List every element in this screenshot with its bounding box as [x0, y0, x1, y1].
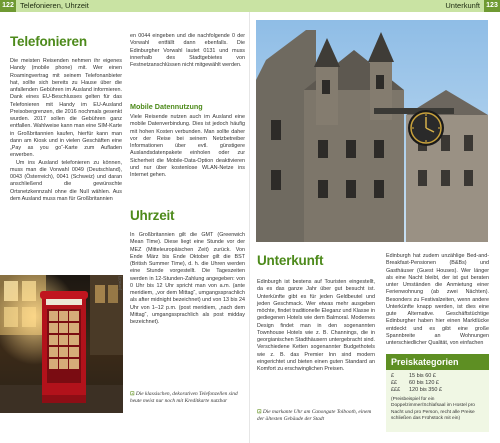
mobile-body: Viele Reisende nutzen auch im Ausland eine mobile Datenverbindung. Dies ist jedoch häufig mit hohen Kosten verbunden. Man sollte daher vor der Reise bei seinem Netzbetreiber Informationen über evtl. günstigere Auslandsdatenpakete einholen oder zur Sicherheit die Mobile-Data-Option deaktivieren und nur über kostenlose WLAN-Netze ins Internet gehen. [130, 114, 245, 178]
heading-telefonieren: Telefonieren [10, 34, 87, 49]
page-number-left: 122 [0, 0, 16, 12]
phone-booth-photo [0, 275, 123, 413]
telefon-paragraph-2: Um ins Ausland telefonieren zu können, muss man die Vorwahl 0049 (Deutschland), 0043 (Österreich), 0041 (Schweiz) und daran anschließend die gewünschte Ortsnetzkennzahl ohne die Null wählen. Aus dem Ausland muss man für Großbritannien [10, 159, 122, 202]
heading-unterkunft: Unterkunft [257, 253, 324, 268]
price-row: £££ 120 bis 350 £ [391, 387, 443, 393]
caption-left [130, 391, 245, 405]
photo-credit-left: [cms07] [117, 275, 122, 290]
running-title-left: Telefonieren, Uhrzeit [20, 1, 89, 10]
telefon-body [10, 58, 122, 203]
running-title-right: Unterkunft [445, 1, 480, 10]
caption-right-text: Die markante Uhr am Canongate Tolbooth, einem der ältesten Gebäude der Stadt [257, 409, 372, 422]
canongate-tolbooth-photo [256, 20, 488, 242]
price-categories-box [386, 354, 489, 432]
photo-ref-icon: ⊡ [130, 391, 135, 397]
page-gutter [249, 12, 250, 443]
uhrzeit-body: In Großbritannien gilt die GMT (Greenwich Mean Time). Diese liegt eine Stunde vor der MEZ (Mitteleuropäischen Zeit) zurück. Von Ende März bis Ende Oktober gilt die BST (British Summer Time), d. h. die Uhren werden eine Stunde vorgestellt. Die Tageszeiten werden in 12-Stunden-Zahlung angegeben: von 0 Uhr bis 12 Uhr spricht man von a.m. (ante meridiem, „vor dem Mittag“, umgangssprachlich als after midnight bezeichnet) und von 13 bis 24 Uhr von 1–12 p.m. (post meridiem, „nach dem Mittag“, umgangssprachlich als post midday bezeichnet). [130, 232, 245, 325]
caption-right [257, 409, 375, 423]
heading-uhrzeit: Uhrzeit [130, 208, 175, 223]
unterkunft-body: Edinburgh ist bestens auf Touristen eingestellt, da es das ganze Jahr über gut besucht ist. Unterkünfte gibt es für jeden Geldbeutel und jeden Geschmack. Wer etwas mehr ausgeben möchte, findet traditionelle Eleganz und Klasse in gediegenen Hotels wie dem Balmoral. Modernes Design findet man in den sogenannten Townhouse Hotels wie z. B. Channings, die in georgianischen Stadthäusern untergebracht sind. Verschiedene Ketten sogenannter Budgethotels wie z. B. das Premier Inn sind modern eingerichtet und bieten einen guten Standard an Komfort zu erschwinglichen Preisen. [257, 279, 375, 372]
unterkunft-continued: Edinburgh hat zudem unzählige Bed-and-Breakfast-Pensionen (B&Bs) und Gasthäuser (Guest Houses). Wer länger als eine Nacht bleibt, der ist gut beraten unter Umständen die Anmietung einer Ferienwohnung (ab zwei Nächten). Besonders zu Festivalzeiten, wenn andere Unterkünfte knapp werden, ist dies eine gute Alternative. Geschäftstüchtige Edinburgher haben hier einen Marktlücke entdeckt und es gibt eine große Spannbreite an Wohnungen unterschiedlicher Qualität, von einfachen [386, 253, 489, 346]
price-categories-title: Preiskategorien [386, 354, 489, 370]
telefon-paragraph-1: Die meisten Reisenden nehmen ihr eigenes Handy (mobile phone) mit. Wer einen Roamingvertrag mit seinem Telefonanbieter hat, sollte sich bereits zu Hause über die anfallenden Gebühren im Ausland informieren. Dank eines EU-Beschlusses gelten für das Telefonieren mit Handy im EU-Ausland Preisobergrenzen, die 2016 nochmals gesenkt wurden. 2017 sollen die Gebühren ganz entfallen. Wahlweise kann man eine SIM-Karte in Großbritannien kaufen, hierfür kann man dann am Kiosk und in vielen Geschäften eine „Pay as you go“-Karte zum Aufladen erwerben. [10, 58, 122, 159]
caption-left-text: Die klassischen, dekorativen Telefonzellen sind heute meist nur noch mit Kreditkarte nutzbar [130, 391, 238, 404]
price-row: £ 15 bis 60 £ [391, 373, 436, 379]
photo-ref-icon: ⊡ [257, 409, 262, 415]
telefon-continued: en 0044 eingeben und die nachfolgende 0 der Vorwahl entfällt dann ebenfalls. Die Edinburgher Vorwahl lautet 0131 und muss innerhalb des Stadtgebietes von Festnetzanschlüssen nicht mitgewählt werden. [130, 33, 245, 68]
heading-mobile-data: Mobile Datennutzung [130, 102, 203, 111]
price-note: (Preisbeispiel für ein Doppelzimmer/Schlafsaal im Hostel pro Nacht und pro Person, recht alle Preise schließen das Frühstück mit ein) [391, 397, 475, 422]
page-number-right: 123 [484, 0, 500, 12]
price-row: ££ 60 bis 120 £ [391, 380, 439, 386]
